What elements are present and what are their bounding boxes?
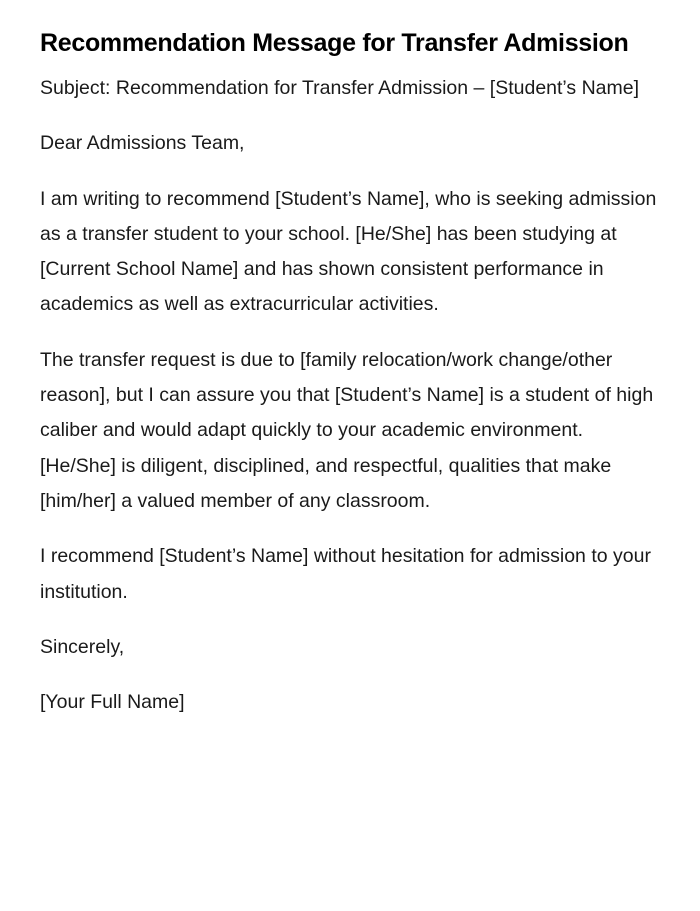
closing: Sincerely, <box>40 635 125 658</box>
body-paragraph: The transfer request is due to [family relocation/work change/other reason], but I can assure you that [Student’s Name] is a student of high caliber and would adapt quickly to your academic environment. [He/She] is diligent, disciplined, and respectful, qualities that make [him/her] a valued member of any classroom. <box>40 348 654 512</box>
body-paragraph: I recommend [Student’s Name] without hesitation for admission to your institution. <box>40 545 651 603</box>
salutation: Dear Admissions Team, <box>40 132 245 155</box>
subject-line: Subject: Recommendation for Transfer Admission – [Student’s Name] <box>40 77 640 99</box>
document-title: Recommendation Message for Transfer Admission <box>40 29 629 57</box>
body-paragraph: I am writing to recommend [Student’s Name], who is seeking admission as a transfer student to your school. [He/She] has been studying at [Current School Name] and has shown consistent performance in academics as well as extracurricular activities. <box>40 187 657 316</box>
signature-name: [Your Full Name] <box>40 691 185 714</box>
